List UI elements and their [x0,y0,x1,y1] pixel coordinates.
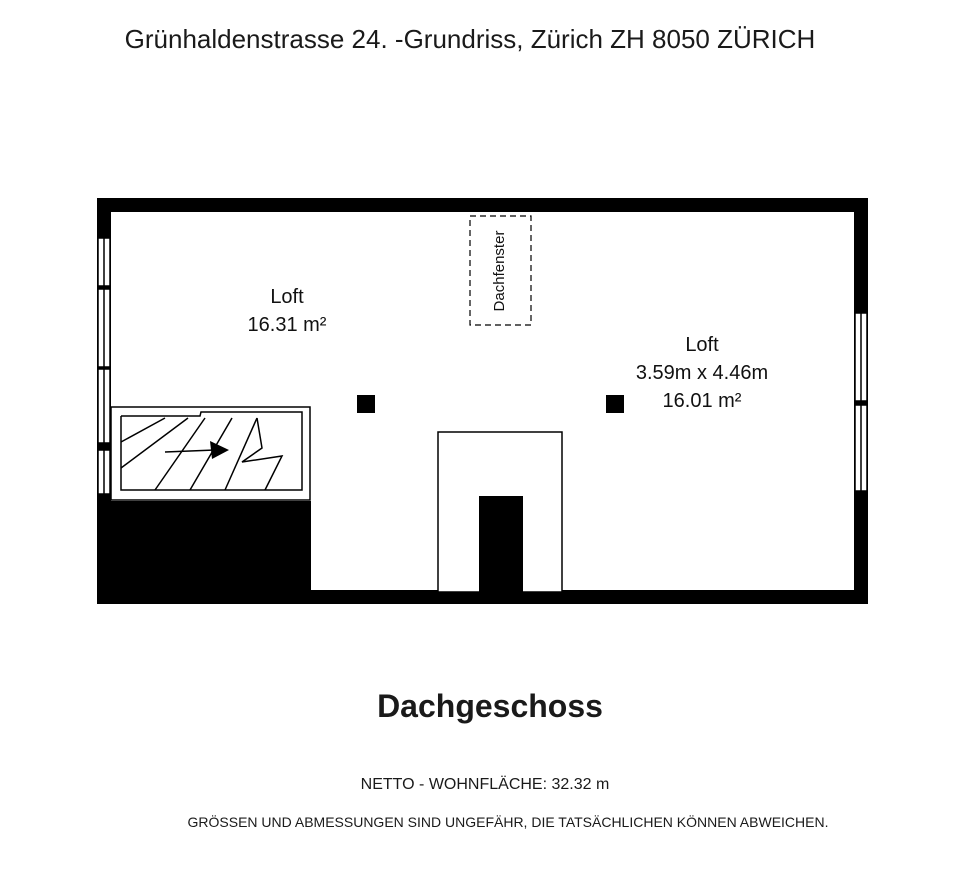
disclaimer: GRÖSSEN UND ABMESSUNGEN SIND UNGEFÄHR, DIE TATSÄCHLICHEN KÖNNEN ABWEICHEN. [187,814,829,830]
storage-block [104,501,311,597]
floor-name: Dachgeschoss [377,688,603,724]
column-left [357,395,375,413]
stair-arrow-icon [210,441,229,459]
room-dimensions: 3.59m x 4.46m [635,362,769,384]
chimney [479,496,523,592]
room-area: 16.31 m² [247,314,327,336]
net-living-area: NETTO - WOHNFLÄCHE: 32.32 m [360,776,610,793]
room-name: Loft [270,286,304,308]
skylight-label: Dachfenster [491,230,508,312]
room-name: Loft [685,334,719,356]
left-windows [98,238,110,494]
room-label-loft-right [592,331,812,415]
room-label-loft-left [207,283,367,339]
staircase [111,407,310,500]
page-title: Grünhaldenstrasse 24. -Grundriss, Zürich ZH 8050 ZÜRICH [124,24,816,54]
room-area: 16.01 m² [662,390,742,412]
